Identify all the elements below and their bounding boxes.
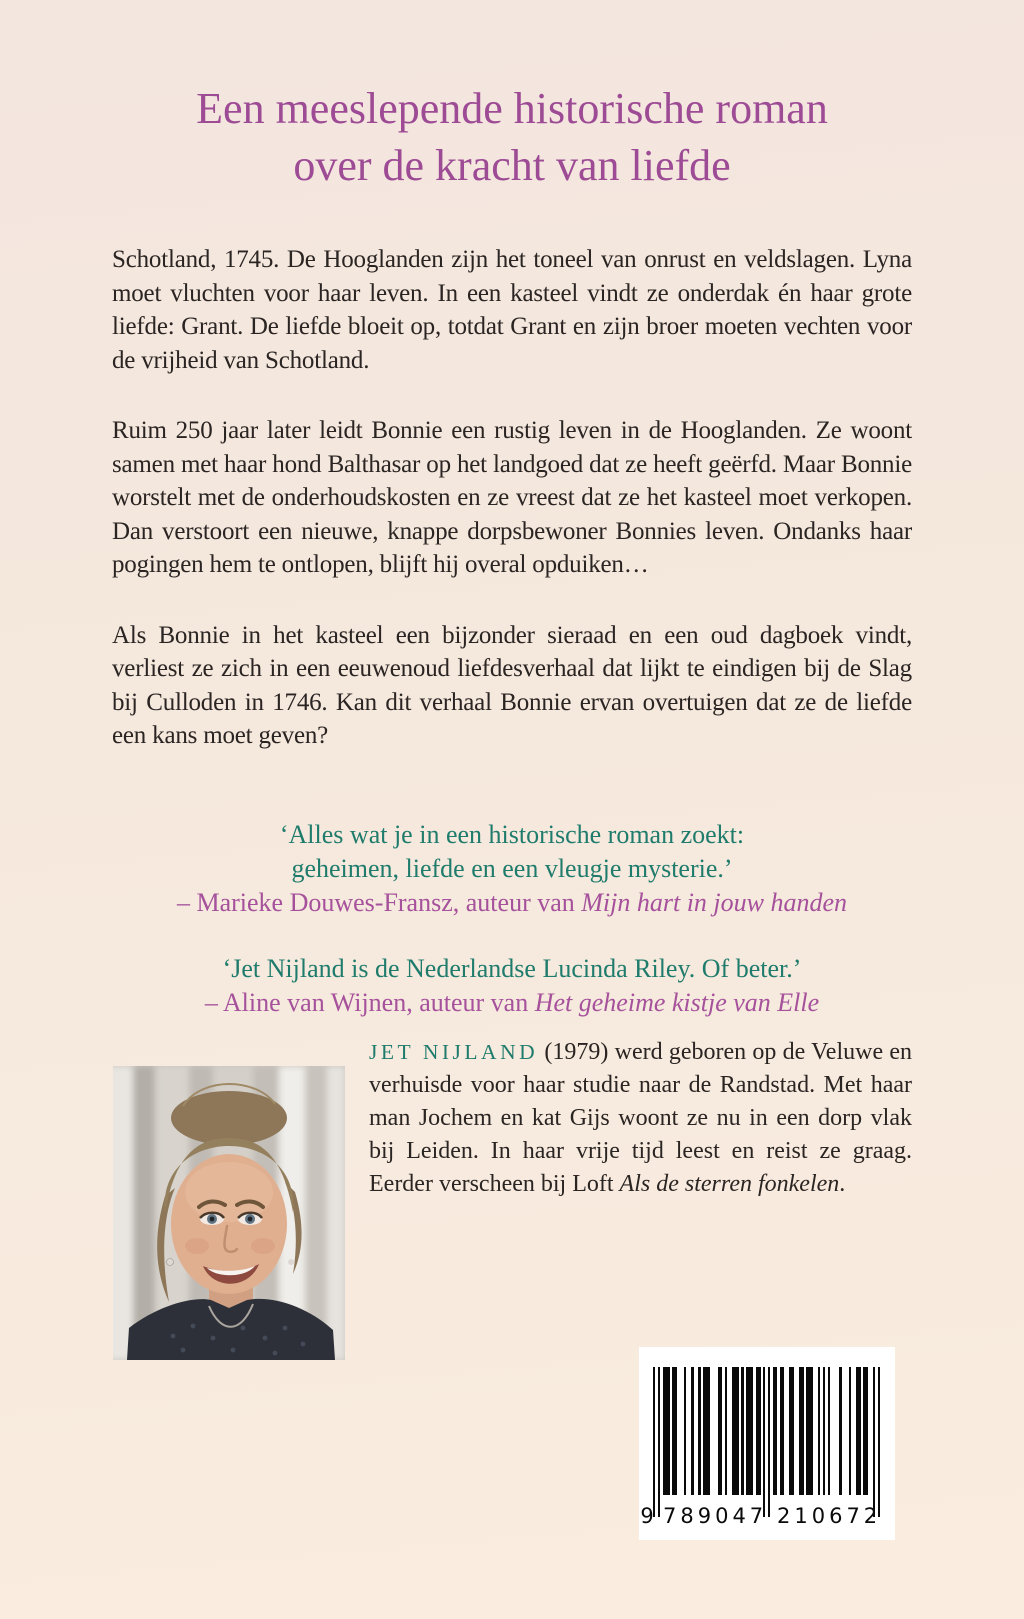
bio-body: (1979) werd geboren op de Veluwe en verhuisde voor haar studie naar de Randstad. Met haar man Jochem en kat Gijs woont ze nu in een dorp vlak bij Leiden. In haar vrije tijd leest en reist ze graag. Eerder verscheen bij Loft — [369, 1039, 912, 1197]
review-quote-1 — [0, 818, 1024, 920]
attribution-text: – Marieke Douwes-Fransz, auteur van — [176, 888, 582, 917]
previous-book-title: Als de sterren fonkelen — [619, 1171, 840, 1197]
synopsis-paragraph-1: Schotland, 1745. De Hooglanden zijn het toneel van onrust en veldslagen. Lyna moet vluchten voor haar leven. In een kasteel vindt ze onderdak én haar grote liefde: Grant. De liefde bloeit op, totdat Grant en zijn broer moeten vechten voor de vrijheid van Schotland. — [112, 246, 912, 374]
quote-line: ‘Alles wat je in een historische roman zoekt: — [279, 820, 745, 849]
attribution-text: – Aline van Wijnen, auteur van — [204, 988, 535, 1017]
barcode — [639, 1347, 895, 1540]
attribution-book-title: Het geheime kistje van Elle — [534, 988, 820, 1017]
bio-end: . — [839, 1171, 846, 1197]
quote-line: ‘Jet Nijland is de Nederlandse Lucinda Riley. Of beter.’ — [222, 954, 802, 983]
attribution-book-title: Mijn hart in jouw handen — [581, 888, 848, 917]
quote-attribution — [0, 986, 1024, 1020]
tagline-line1: Een meeslepende historische roman — [196, 84, 828, 133]
quote-text — [0, 818, 1024, 886]
review-quotes — [0, 818, 1024, 1052]
author-photo — [113, 1066, 345, 1360]
author-name: JET NIJLAND — [369, 1040, 539, 1064]
author-bio — [113, 1036, 912, 1360]
synopsis-paragraph-3: Als Bonnie in het kasteel een bijzonder sieraad en een oud dagboek vindt, verliest ze zich in een eeuwenoud liefdesverhaal dat lijkt te eindigen bij de Slag bij Culloden in 1746. Kan dit verhaal Bonnie ervan overtuigen dat ze de liefde een kans moet geven? — [112, 621, 912, 749]
quote-line: geheimen, liefde en een vleugje mysterie.’ — [291, 854, 733, 883]
barcode-digit-group-left: 789047 — [663, 1504, 768, 1528]
quote-attribution — [0, 886, 1024, 920]
synopsis-paragraph-2: Ruim 250 jaar later leidt Bonnie een rustig leven in de Hooglanden. Ze woont samen met haar hond Balthasar op het landgoed dat ze heeft geërfd. Maar Bonnie worstelt met de onderhoudskosten en ze vreest dat ze het kasteel moet verkopen. Dan verstoort een nieuwe, knappe dorpsbewoner Bonnies leven. Ondanks haar pogingen hem te ontlopen, blijft hij overal opduiken… — [112, 417, 912, 578]
review-quote-2 — [0, 952, 1024, 1020]
tagline — [0, 80, 1024, 194]
barcode-digit-group-right: 210672 — [777, 1504, 882, 1528]
barcode-digit-leading: 9 — [640, 1504, 654, 1528]
author-portrait-illustration — [113, 1066, 345, 1360]
barcode-bars — [653, 1367, 880, 1517]
quote-text — [0, 952, 1024, 986]
synopsis — [112, 243, 912, 753]
tagline-line2: over de kracht van liefde — [293, 141, 731, 190]
